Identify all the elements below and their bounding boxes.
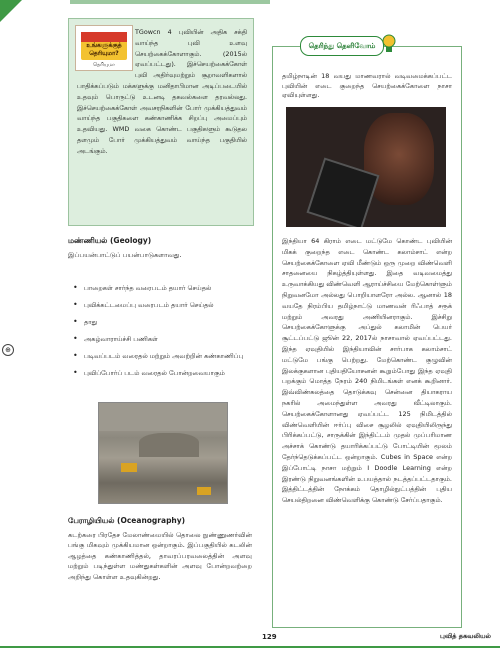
oceanography-text: கடற்கரை பிரதேச மேலாண்மையில் தொலை நுண்ணுணர்வின் பங்கு மிகவும் முக்கியமான ஒன்றாகும். இப்பகுதியில் கடலின் ஆழத்தை கண்காணித்தல், தாவரப்பரவலைத்தின் அளவு மற்றும் படிந்துள்ள மண்துகள்களின் அளவு போன்றவற்றை அறிந்து கொள்ள உதவுகின்றது. [68,531,252,581]
truck-icon [197,487,211,495]
list-item: • அகழ்வாராய்ச்சி பணிகள் [73,334,158,343]
bullet-icon: • [73,351,78,360]
list-item: • தாது [73,317,98,326]
badge-sub: தெரியுமா [93,62,115,68]
page-number: 129 [262,633,277,641]
geology-intro: இப்பயன்பாட்டுப் பயன்பாடுகளாவது. [68,251,182,259]
know-clearly-body: இந்தியா 64 கிராம் எடை மட்டுமே கொண்ட புவியின் மிகக் குறைந்த எடை கொண்ட கலாம்சாட் என்ற செயற்கைக்கோளை ஏவி மீண்டும் ஒரு முறை விண்வெளி சாதனையை நிகழ்த்தியுள்ளது. இதை வடிவமைத்து உருவாக்கியது விண்வெளி ஆராய்ச்சியை மேற்கொள்ளும் நிறுவனமோ அல்லது பொறியாளரோ அல்ல. ஆனால் 18 வயதே நிரம்பிய தமிழ்நாட்டு மாணவன் ரிஃபாத் சரூக் மற்றும் அவரது அணியினராகும். இச்சிறு செயற்கைக்கோளுக்கு அப்துல் கலாமின் பெயர் சூட்டப்பட்டு ஜூன் 22, 2017ல் நாசாவால் ஏவப்பட்டது. இந்த ஏவுதியில் இந்தியாவின் சார்பாக கலாம்சாட் மட்டுமே பங்கு பெற்றது. மேற்கொண்ட குழுவின் இலக்குகளான புதியதியோசனன் கூறும்போது இந்த ஏவுதி பறக்கும் மொத்த நேரம் 240 நிமிடங்கள் எனக் கூறினார். இவ்விண்கலத்தை தொடுக்கவு சென்னை தியாகராய நகரில் அமைந்துள்ள அவரது வீட்டிலாகும். செயற்கைக்கோளானது ஏவப்பட்ட 125 நிமிடத்தில் விண்வெளியின் ஈர்ப்பு விசை சூழலில் ஏவுதியிலிருந்து பிரிக்கப்பட்டு, சாருக்கின் இந்திட்டம் முதல் முப்பரிமாண அச்சாக் கொண்டு தயாரிக்கப்பட்டு போட்டியின் மூலம் தேர்ந்தெடுக்கப்பட்ட ஒன்றாகும். Cubes in Space என்ற இப்போட்டி நாசா மற்றும் I Doodle Learning என்ற இரண்டு நிறுவனங்களின் உபயத்தால் நடத்தப்பட்டதாகும். இத்திட்டத்தின் நோக்கம் தொழில்நுட்பத்தின் புதிய செயல்திறனை விண்வெளிக்கு கொண்டு சேர்ப்பதாகும். [282,237,452,505]
bullet-icon: • [73,368,78,377]
student-satellite-photo [286,107,446,227]
know-clearly-title: தெரிந்து தெளிவோம் [300,36,384,56]
truck-icon [121,463,137,472]
bullet-icon: • [73,317,78,326]
chapter-tag: புவித் தகவலியல் [440,632,491,640]
footer-rule [0,646,500,648]
oceanography-heading: பேராழியியல் (Oceanography) [68,516,186,525]
list-item: • பாறைகள் சார்ந்த வரைபடம் தயார் செய்தல் [73,283,212,292]
corner-decoration [0,0,22,22]
bullet-icon: • [73,334,78,343]
lightbulb-icon [381,34,397,54]
top-bar [70,0,270,4]
quarry-rock [99,403,227,431]
did-you-know-text: TGowcn 4 புவியின் அதிக சக்தி வாய்ந்த புவி உளவு செயற்கைக்கோளாகும். (2015ல் ஏவப்பட்டது). இச்செயற்கைக்கோள் புவி அதிர்வுமற்றும் சூறாவளிகளால் பாதிக்கப்படும் மக்களுக்கு மனிதாபிமான அடிப்படையில் உதவும் பொருட்டு உடனடி தகவல்களை தரவல்லது. இச்செயற்கைக்கோள் அவசரநிகளின் போர் முக்கியத்துவம் வாய்ந்த பகுதிகளை கண்காணிக்க சிறப்பு அமைப்பும் உதவியது. WMD வகை கொண்ட பகுதிகளும் கூடுதல தளமும் போர் முக்கியத்துவம் வாய்ந்த பகுதியில் அடங்கும். [77,28,247,155]
did-you-know-box [68,18,254,226]
list-item: • படிவப்படம் வரைதல் மற்றும் அவற்றின் கண்காணிப்பு [73,351,244,360]
bullet-icon: • [73,300,78,309]
geology-list [70,283,252,385]
quarry-rock [139,433,199,457]
list-item: • புவிக்கட்டமைப்பு வரைபடம் தயார் செய்தல் [73,300,214,309]
badge-title: உங்களுக்குத் தெரியுமா? [86,42,122,57]
know-clearly-intro: தமிழ்நாடின் 18 வயது மாணவரால் வடிவமைக்கப்பட்ட புவியின் எடை குறைந்த செயற்கைக்கோளை நாசா ஏவியுள்ளது. [282,72,452,100]
list-item: • புவிப்போர்ப் படம் வரைதல் போன்றவையாகும் [73,368,225,377]
geology-heading: மண்ணியல் (Geology) [68,236,152,245]
bullet-icon: • [73,283,78,292]
quarry-photo [98,402,228,504]
registration-mark-icon: ⊕ [2,344,14,356]
student-face [364,113,434,205]
